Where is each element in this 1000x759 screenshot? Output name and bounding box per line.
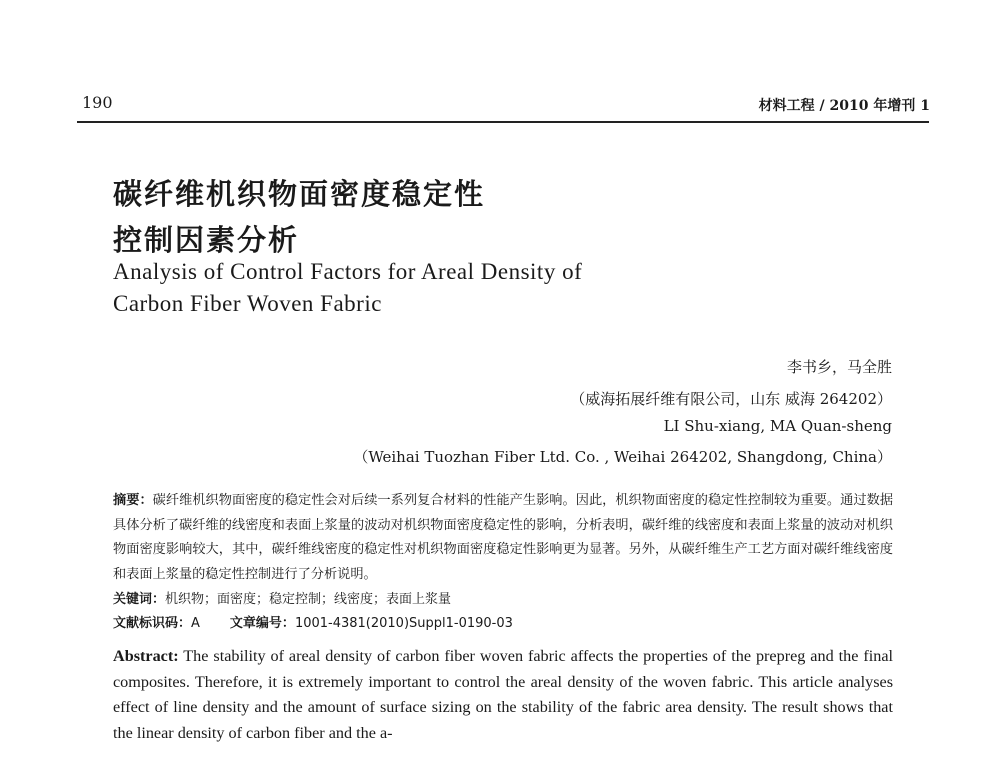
title-zh-line1: 碳纤维机织物面密度稳定性 <box>113 177 486 211</box>
title-zh-line2: 控制因素分析 <box>113 223 300 257</box>
authors-zh: 李书乡，马全胜 <box>786 358 892 376</box>
doc-code-label: 文献标识码： <box>113 616 192 631</box>
doc-code: A <box>191 616 200 631</box>
article-number-label: 文章编号： <box>229 616 295 631</box>
abstract-zh <box>113 489 893 587</box>
affiliation-en: （Weihai Tuozhan Fiber Ltd. Co. , Weihai 264202, Shangdong, China） <box>353 448 892 466</box>
page-number: 190 <box>82 93 113 112</box>
abstract-en-text: The stability of areal density of carbon fiber woven fabric affects the properties of the prepreg and the final composites. Therefore, it is extremely important to control the areal density of the woven fabric. This article analyses effect of line density and the amount of surface sizing on the stability of the fabric area density. The result shows that the linear density of carbon fiber and the a- <box>113 647 893 742</box>
abstract-en <box>113 644 893 746</box>
keywords <box>113 588 451 607</box>
title-en-line1: Analysis of Control Factors for Areal Density of <box>113 259 583 284</box>
abstract-zh-label: 摘要： <box>113 493 153 508</box>
journal-info: 材料工程 / 2010 年增刊 1 <box>758 98 930 114</box>
title-en-line2: Carbon Fiber Woven Fabric <box>113 291 382 316</box>
classification <box>113 612 513 631</box>
abstract-zh-text: 碳纤维机织物面密度的稳定性会对后续一系列复合材料的性能产生影响。因此，机织物面密度的稳定性控制较为重要。通过数据具体分析了碳纤维的线密度和表面上浆量的波动对机织物面密度稳定性的影响，分析表明，碳纤维的线密度和表面上浆量的波动对机织物面密度影响较大，其中，碳纤维线密度的稳定性对机织物面密度稳定性影响更为显著。另外，从碳纤维生产工艺方面对碳纤维线密度和表面上浆量的稳定性控制进行了分析说明。 <box>113 493 894 582</box>
abstract-en-label: Abstract: <box>113 647 179 665</box>
affiliation-zh: （威海拓展纤维有限公司，山东 威海 264202） <box>570 390 892 408</box>
header-rule <box>77 121 929 123</box>
authors-en: LI Shu-xiang, MA Quan-sheng <box>663 417 892 435</box>
article-number: 1001-4381(2010)Suppl1-0190-03 <box>294 616 513 631</box>
keywords-text: 机织物；面密度；稳定控制；线密度；表面上浆量 <box>165 592 452 607</box>
keywords-label: 关键词： <box>113 592 166 607</box>
